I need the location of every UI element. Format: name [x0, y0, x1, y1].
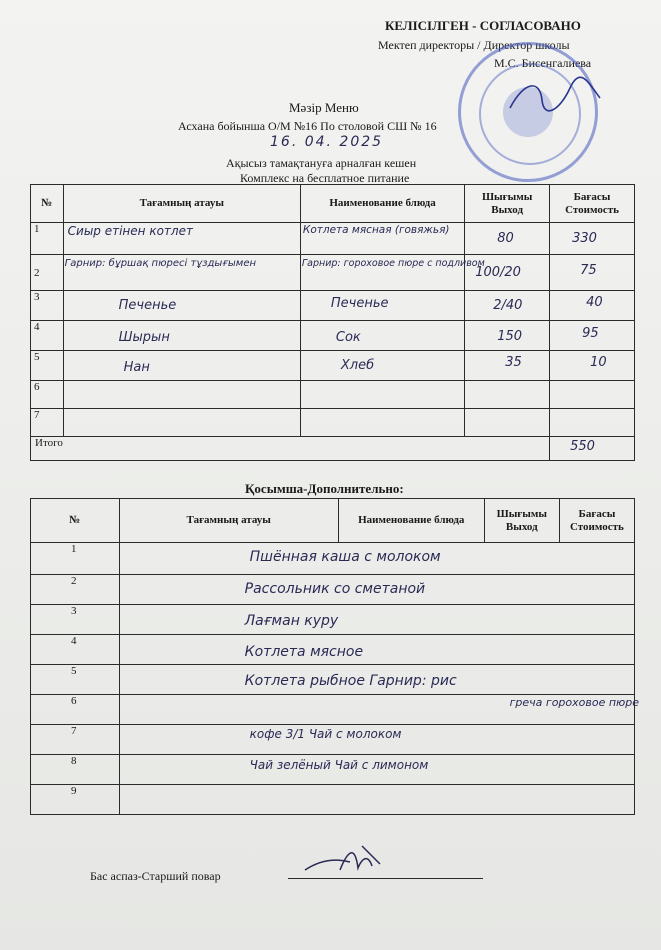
extra-dish: Котлета мясное	[244, 644, 364, 660]
table-row: 7 кофе 3/1 Чай с молоком	[31, 725, 635, 755]
table-row: 3 Печенье Печенье 2/40 40	[31, 291, 635, 321]
extra-dish: Лағман куру	[244, 613, 339, 629]
dish-kz: Сиыр етінен котлет	[67, 224, 193, 238]
dish-ru: Гарнир: гороховое пюре с подливом	[301, 258, 485, 269]
table-row: 3 Лағман куру	[31, 605, 635, 635]
extra-dish: кофе 3/1 Чай с молоком	[249, 727, 402, 741]
extra-dish: греча гороховое пюре	[509, 696, 640, 709]
menu-line1: Ақысыз тамақтануға арналған кешен	[226, 156, 417, 170]
table-row: 2 Рассольник со сметаной	[31, 575, 635, 605]
dish-price: 95	[582, 326, 599, 341]
col-num: №	[31, 499, 120, 543]
approval-name: М.С. Бисенгалиева	[494, 56, 592, 70]
dish-ru: Сок	[335, 330, 361, 345]
col-yield: Шығымы Выход	[484, 499, 559, 543]
col-name-ru: Наименование блюда	[338, 499, 484, 543]
dish-yield: 100/20	[475, 265, 521, 280]
col-price: Бағасы Стоимость	[559, 499, 634, 543]
col-num: №	[31, 185, 64, 223]
extra-table	[30, 498, 640, 815]
menu-title: Мәзір Меню	[289, 100, 359, 115]
dish-kz: Печенье	[118, 298, 177, 313]
col-name-kz: Тағамның атауы	[63, 185, 300, 223]
table-row: 1 Пшённая каша с молоком	[31, 543, 635, 575]
table-row: 6	[31, 381, 635, 409]
extra-title: Қосымша-Дополнительно:	[245, 481, 404, 496]
dish-kz: Гарнир: бұршақ пюресі тұздығымен	[64, 258, 257, 269]
approval-title: КЕЛІСІЛГЕН - СОГЛАСОВАНО	[385, 18, 581, 33]
dish-price: 330	[572, 231, 597, 246]
table-row: 4 Шырын Сок 150 95	[31, 321, 635, 351]
dish-yield: 150	[497, 329, 523, 344]
table-row: 5 Котлета рыбное Гарнир: рис	[31, 665, 635, 695]
dish-kz: Шырын	[118, 330, 170, 345]
total-row	[31, 437, 635, 461]
table-row: 2 Гарнир: бұршақ пюресі тұздығымен Гарнир: гороховое пюре с подливом 100/20 75	[31, 255, 635, 291]
col-yield: Шығымы Выход	[465, 185, 550, 223]
table-row: 5 Нан Хлеб 35 10	[31, 351, 635, 381]
dish-ru: Печенье	[330, 296, 389, 311]
extra-dish: Чай зелёный Чай с лимоном	[249, 758, 429, 772]
menu-table	[30, 184, 635, 461]
menu-subtitle: Асхана бойынша О/М №16 По столовой СШ № 16	[178, 119, 437, 133]
dish-price: 10	[590, 355, 607, 370]
dish-ru: Котлета мясная (говяжья)	[302, 224, 450, 236]
dish-yield: 35	[505, 355, 522, 370]
table-row: 1 Сиыр етінен котлет Котлета мясная (говяжья) 80 330	[31, 223, 635, 255]
table-row: 7	[31, 409, 635, 437]
col-name-ru: Наименование блюда	[300, 185, 464, 223]
table-row: 6 греча гороховое пюре	[31, 695, 635, 725]
approval-position: Мектеп директоры / Директор школы	[378, 38, 570, 52]
total-value: 550	[570, 439, 595, 454]
extra-dish: Рассольник со сметаной	[244, 581, 426, 597]
table-row: 8 Чай зелёный Чай с лимоном	[31, 755, 635, 785]
director-signature	[500, 70, 610, 120]
table-row: 9	[31, 785, 635, 815]
col-name-kz: Тағамның атауы	[119, 499, 338, 543]
signature-line	[288, 878, 483, 879]
chef-signature	[300, 840, 400, 878]
chef-label: Бас аспаз-Старший повар	[90, 869, 221, 883]
extra-dish: Пшённая каша с молоком	[249, 549, 441, 565]
col-price: Бағасы Стоимость	[550, 185, 635, 223]
dish-price: 75	[580, 263, 597, 278]
menu-line2: Комплекс на бесплатное питание	[240, 171, 410, 185]
dish-yield: 80	[497, 231, 514, 246]
menu-date: 16. 04. 2025	[270, 134, 384, 150]
dish-yield: 2/40	[493, 298, 523, 313]
dish-kz: Нан	[123, 360, 150, 375]
extra-dish: Котлета рыбное Гарнир: рис	[244, 673, 457, 689]
total-label: Итого	[35, 437, 63, 449]
table-row: 4 Котлета мясное	[31, 635, 635, 665]
dish-ru: Хлеб	[340, 358, 375, 373]
dish-price: 40	[586, 295, 603, 310]
